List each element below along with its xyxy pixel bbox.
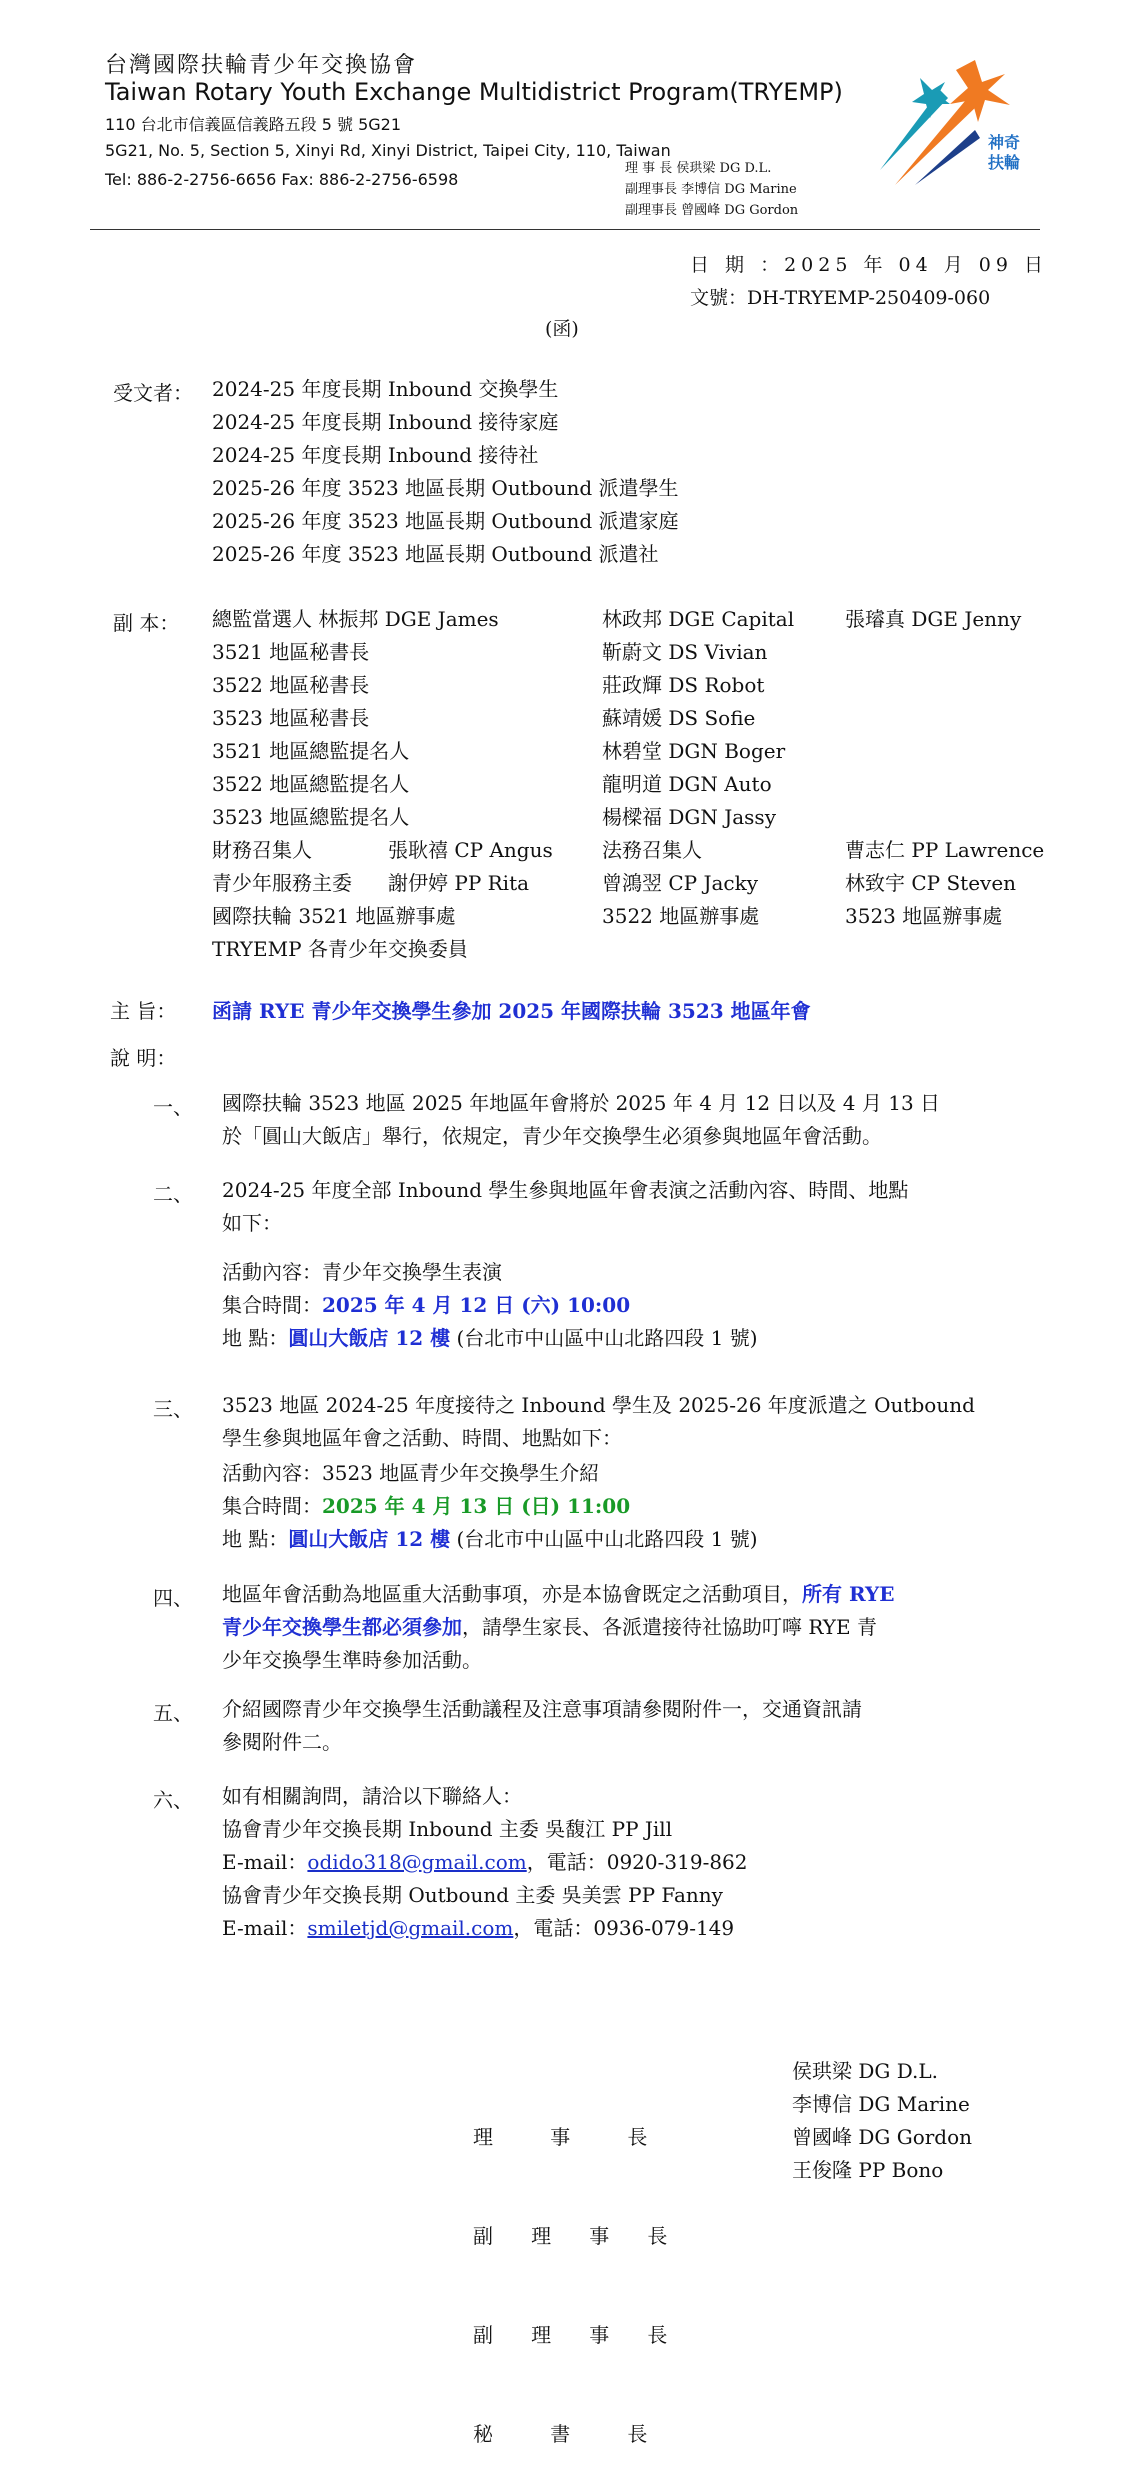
paragraph-line: 如有相關詢問，請洽以下聯絡人： (222, 1784, 522, 1808)
header-divider (90, 229, 1040, 230)
copy-item: 3523 地區總監提名人 (212, 805, 410, 829)
subject-label: 主 旨： (110, 999, 177, 1023)
detail-label: 地 點： (222, 1326, 289, 1350)
copies-col3 (845, 603, 1021, 636)
copy-item: 林致宇 CP Steven (845, 871, 1017, 895)
item-3-text (222, 1389, 975, 1455)
copy-item: 林碧堂 DGN Boger (602, 739, 786, 763)
tel-fax: Tel: 886-2-2756-6656 Fax: 886-2-2756-6598 (105, 170, 459, 189)
detail-label: 集合時間： (222, 1293, 322, 1317)
copies-label: 副 本： (113, 611, 180, 635)
phone-text: ，電話：0920-319-862 (526, 1850, 748, 1874)
detail-label: 集合時間： (222, 1494, 322, 1518)
phone-text: ，電話：0936-079-149 (513, 1916, 735, 1940)
copy-item: 法務召集人 (602, 838, 702, 862)
letter-type: (函) (545, 318, 579, 340)
copy-item: 蘇靖媛 DS Sofie (602, 706, 756, 730)
signature-title: 秘 書 長 (473, 2422, 648, 2446)
recipient-item: 2025-26 年度 3523 地區長期 Outbound 派遣學生 (212, 476, 679, 500)
copy-item: 張耿禧 CP Angus (388, 838, 553, 862)
item-4-text (222, 1578, 895, 1677)
item-number: 五、 (153, 1701, 193, 1725)
copy-item: 3521 地區總監提名人 (212, 739, 410, 763)
item-number: 六、 (153, 1788, 193, 1812)
detail-value: 3523 地區青少年交換學生介紹 (322, 1461, 600, 1485)
recipient-item: 2025-26 年度 3523 地區長期 Outbound 派遣社 (212, 542, 659, 566)
copy-item: 青少年服務主委 (212, 871, 352, 895)
highlight-text: 所有 RYE (802, 1582, 895, 1606)
signature-name: 曾國峰 DG Gordon (792, 2125, 973, 2149)
copies-col3b (845, 834, 1044, 933)
recipient-item: 2024-25 年度長期 Inbound 交換學生 (212, 377, 559, 401)
email-link[interactable]: odido318@gmail.com (307, 1850, 527, 1874)
signature-name: 李博信 DG Marine (792, 2092, 970, 2116)
copy-item: 張璿真 DGE Jenny (845, 607, 1022, 631)
copy-item: 國際扶輪 3521 地區辦事處 (212, 904, 456, 928)
logo-text-1: 神奇 (988, 133, 1020, 152)
detail-value: 青少年交換學生表演 (322, 1260, 502, 1284)
item-2-text (222, 1174, 908, 1240)
paragraph-text: 地區年會活動為地區重大活動事項，亦是本協會既定之活動項目， (222, 1582, 802, 1606)
item-2-details (222, 1256, 758, 1355)
copy-item: 總監當選人 林振邦 DGE James (212, 607, 499, 631)
copies-col2 (602, 603, 794, 933)
contact-line: 協會青少年交換長期 Inbound 主委 吳馥江 PP Jill (222, 1817, 673, 1841)
paragraph-text: ，請學生家長、各派遣接待社協助叮嚀 RYE 青 (462, 1615, 877, 1639)
meeting-time: 2025 年 4 月 13 日 (日) 11:00 (322, 1494, 631, 1518)
highlight-text: 青少年交換學生都必須參加 (222, 1615, 462, 1639)
copy-item: 3522 地區秘書長 (212, 673, 370, 697)
email-link[interactable]: smiletjd@gmail.com (307, 1916, 514, 1940)
signature-name: 侯珙梁 DG D.L. (792, 2059, 939, 2083)
explanation-label: 說 明： (110, 1046, 177, 1070)
signature-names (792, 2055, 972, 2187)
copy-item: 楊樑福 DGN Jassy (602, 805, 776, 829)
item-number: 一、 (153, 1095, 193, 1119)
signature-titles (473, 2055, 667, 2484)
email-label: E-mail： (222, 1850, 308, 1874)
item-3-details (222, 1457, 758, 1556)
venue: 圓山大飯店 12 樓 (288, 1326, 451, 1350)
paragraph-line: 參閱附件二。 (222, 1730, 342, 1754)
copy-item: TRYEMP 各青少年交換委員 (212, 937, 468, 961)
recipients-label: 受文者： (113, 381, 193, 405)
copy-item: 3522 地區辦事處 (602, 904, 760, 928)
copy-item: 林政邦 DGE Capital (602, 607, 795, 631)
letter-date: 日 期 ：2025 年 04 月 09 日 (690, 254, 1048, 276)
copy-item: 3523 地區秘書長 (212, 706, 370, 730)
item-number: 三、 (153, 1397, 193, 1421)
org-name-en: Taiwan Rotary Youth Exchange Multidistrict Program(TRYEMP) (105, 78, 843, 106)
detail-label: 活動內容： (222, 1260, 322, 1284)
copy-item: 3521 地區秘書長 (212, 640, 370, 664)
recipients-list (212, 373, 679, 571)
copy-item: 3523 地區辦事處 (845, 904, 1003, 928)
paragraph-line: 3523 地區 2024-25 年度接待之 Inbound 學生及 2025-26 年度派遣之 Outbound (222, 1393, 975, 1417)
item-5-text (222, 1693, 862, 1759)
officer-line: 理 事 長 侯珙梁 DG D.L. (625, 161, 772, 176)
copy-item: 靳蔚文 DS Vivian (602, 640, 768, 664)
copy-item: 曾鴻翌 CP Jacky (602, 871, 759, 895)
copy-item: 財務召集人 (212, 838, 312, 862)
contact-line: 協會青少年交換長期 Outbound 主委 吳美雲 PP Fanny (222, 1883, 723, 1907)
venue-address: (台北市中山區中山北路四段 1 號) (450, 1326, 758, 1350)
copy-item: 莊政輝 DS Robot (602, 673, 765, 697)
copies-col1 (212, 603, 499, 966)
document-number: 文號：DH-TRYEMP-250409-060 (690, 287, 991, 309)
item-6-text (222, 1780, 748, 1945)
paragraph-line: 介紹國際青少年交換學生活動議程及注意事項請參閱附件一，交通資訊請 (222, 1697, 862, 1721)
item-number: 四、 (153, 1586, 193, 1610)
address-en: 5G21, No. 5, Section 5, Xinyi Rd, Xinyi District, Taipei City, 110, Taiwan (105, 141, 671, 160)
detail-label: 地 點： (222, 1527, 289, 1551)
subject-text: 函請 RYE 青少年交換學生參加 2025 年國際扶輪 3523 地區年會 (212, 999, 811, 1023)
paragraph-line: 於「圓山大飯店」舉行，依規定，青少年交換學生必須參與地區年會活動。 (222, 1124, 882, 1148)
paragraph-line: 國際扶輪 3523 地區 2025 年地區年會將於 2025 年 4 月 12 日以及 4 月 13 日 (222, 1091, 941, 1115)
detail-label: 活動內容： (222, 1461, 322, 1485)
copy-item: 龍明道 DGN Auto (602, 772, 772, 796)
email-label: E-mail： (222, 1916, 308, 1940)
item-number: 二、 (153, 1182, 193, 1206)
recipient-item: 2024-25 年度長期 Inbound 接待社 (212, 443, 539, 467)
signature-title: 副 理 事 長 (473, 2323, 668, 2347)
logo-text-2: 扶輪 (988, 153, 1020, 172)
paragraph-line: 學生參與地區年會之活動、時間、地點如下： (222, 1426, 622, 1450)
recipient-item: 2024-25 年度長期 Inbound 接待家庭 (212, 410, 559, 434)
meeting-time: 2025 年 4 月 12 日 (六) 10:00 (322, 1293, 631, 1317)
officer-line: 副理事長 李博信 DG Marine (625, 182, 797, 197)
officer-line: 副理事長 曾國峰 DG Gordon (625, 203, 799, 218)
signature-title: 副 理 事 長 (473, 2224, 668, 2248)
recipient-item: 2025-26 年度 3523 地區長期 Outbound 派遣家庭 (212, 509, 679, 533)
rotary-magic-logo-icon (870, 60, 1020, 190)
signature-title: 理 事 長 (473, 2125, 648, 2149)
copy-item: 謝伊婷 PP Rita (388, 871, 530, 895)
copies-col1b (388, 834, 553, 900)
copy-item: 曹志仁 PP Lawrence (845, 838, 1045, 862)
venue: 圓山大飯店 12 樓 (288, 1527, 451, 1551)
paragraph-line: 少年交換學生準時參加活動。 (222, 1648, 482, 1672)
paragraph-line: 如下： (222, 1211, 282, 1235)
address-zh: 110 台北市信義區信義路五段 5 號 5G21 (105, 115, 402, 134)
copy-item: 3522 地區總監提名人 (212, 772, 410, 796)
paragraph-line: 2024-25 年度全部 Inbound 學生參與地區年會表演之活動內容、時間、地點 (222, 1178, 909, 1202)
item-1-text (222, 1087, 940, 1153)
venue-address: (台北市中山區中山北路四段 1 號) (450, 1527, 758, 1551)
header-officers (625, 158, 798, 221)
signature-name: 王俊隆 PP Bono (792, 2158, 944, 2182)
org-name-zh: 台灣國際扶輪青少年交換協會 (105, 53, 418, 78)
